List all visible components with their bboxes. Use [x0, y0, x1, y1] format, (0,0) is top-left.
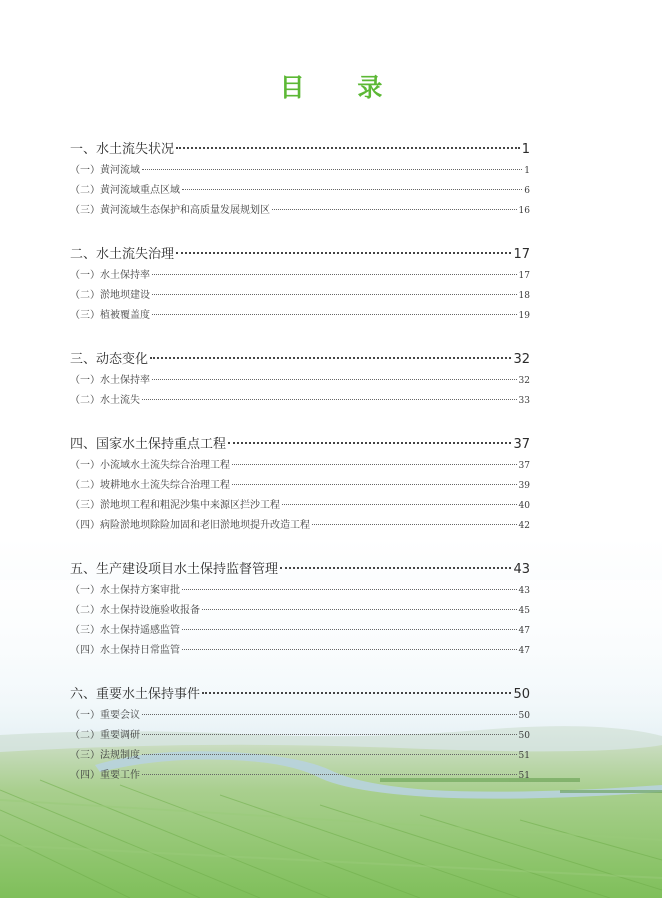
toc-chapter-page: 50: [513, 687, 530, 702]
toc-section-entry[interactable]: [70, 371, 530, 391]
toc-section-entry[interactable]: [70, 601, 530, 621]
page-title: 目 录: [279, 73, 405, 102]
toc-section-label: （一）黄河流域: [70, 165, 140, 176]
toc-section-page: 42: [518, 521, 530, 531]
toc-leader-dots: [202, 692, 511, 694]
toc-section-entry[interactable]: [70, 726, 530, 746]
toc-section-label: （一）水土保持方案审批: [70, 585, 180, 596]
toc-chapter-page: 17: [513, 247, 530, 262]
toc-section-page: 47: [518, 626, 530, 636]
toc-section-entry[interactable]: [70, 766, 530, 786]
toc-section-entry[interactable]: [70, 306, 530, 326]
toc-chapter-entry[interactable]: [70, 243, 530, 263]
toc-chapter-page: 1: [521, 142, 530, 157]
toc-section-page: 19: [518, 311, 530, 321]
toc-chapter-page: 32: [513, 352, 530, 367]
toc-section-page: 51: [518, 771, 530, 781]
toc-chapter-label: 一、水土流失状况: [70, 142, 175, 157]
toc-section-page: 33: [518, 396, 530, 406]
toc-chapter-page: 37: [513, 437, 530, 452]
toc-section-page: 47: [518, 646, 530, 656]
toc-section-page: 32: [518, 376, 530, 386]
toc-section-label: （二）黄河流域重点区域: [70, 185, 180, 196]
toc-section-entry[interactable]: [70, 516, 530, 536]
toc-section-entry[interactable]: [70, 286, 530, 306]
toc-leader-dots: [142, 169, 522, 170]
toc-section-label: （三）黄河流域生态保护和高质量发展规划区: [70, 205, 270, 216]
toc-leader-dots: [202, 609, 517, 610]
toc-section-label: （三）水土保持遥感监管: [70, 625, 180, 636]
toc-section-page: 1: [524, 166, 530, 176]
toc-leader-dots: [142, 714, 517, 715]
toc-leader-dots: [182, 189, 522, 190]
toc-chapter: [70, 558, 530, 661]
toc-section-label: （三）法规制度: [70, 750, 140, 761]
toc-section-entry[interactable]: [70, 581, 530, 601]
toc-chapter-page: 43: [513, 562, 530, 577]
toc-section-label: （一）重要会议: [70, 710, 140, 721]
toc-section-label: （四）水土保持日常监管: [70, 645, 180, 656]
toc-chapter: [70, 243, 530, 326]
toc-leader-dots: [176, 252, 511, 254]
toc-leader-dots: [228, 442, 511, 444]
toc-chapter-label: 四、国家水土保持重点工程: [70, 437, 227, 452]
toc-chapter: [70, 433, 530, 536]
toc-section-page: 50: [518, 731, 530, 741]
toc-section-entry[interactable]: [70, 621, 530, 641]
toc-leader-dots: [280, 567, 511, 569]
toc-leader-dots: [142, 774, 517, 775]
toc-section-label: （四）重要工作: [70, 770, 140, 781]
toc-chapter: [70, 138, 530, 221]
toc-chapter: [70, 683, 530, 786]
toc-section-page: 51: [518, 751, 530, 761]
toc-chapter-entry[interactable]: [70, 433, 530, 453]
toc-section-entry[interactable]: [70, 201, 530, 221]
toc-leader-dots: [152, 274, 517, 275]
toc-section-label: （一）水土保持率: [70, 375, 150, 386]
toc-section-label: （二）水土流失: [70, 395, 140, 406]
toc-leader-dots: [142, 399, 517, 400]
toc-section-page: 40: [518, 501, 530, 511]
toc-section-label: （三）淤地坝工程和粗泥沙集中来源区拦沙工程: [70, 500, 280, 511]
toc-leader-dots: [152, 379, 517, 380]
toc-section-entry[interactable]: [70, 181, 530, 201]
toc-section-label: （一）小流域水土流失综合治理工程: [70, 460, 230, 471]
toc-leader-dots: [152, 294, 517, 295]
toc-section-page: 39: [518, 481, 530, 491]
toc-section-page: 45: [518, 606, 530, 616]
toc-leader-dots: [176, 147, 520, 149]
toc-leader-dots: [272, 209, 517, 210]
toc-section-page: 50: [518, 711, 530, 721]
toc-chapter-entry[interactable]: [70, 348, 530, 368]
toc-chapter-label: 六、重要水土保持事件: [70, 687, 201, 702]
toc-section-page: 6: [524, 186, 530, 196]
toc-leader-dots: [150, 357, 511, 359]
toc-chapter-label: 五、生产建设项目水土保持监督管理: [70, 562, 279, 577]
toc-section-entry[interactable]: [70, 746, 530, 766]
toc-leader-dots: [152, 314, 517, 315]
toc-leader-dots: [232, 464, 517, 465]
toc-section-label: （一）水土保持率: [70, 270, 150, 281]
toc-leader-dots: [182, 589, 517, 590]
toc-section-entry[interactable]: [70, 706, 530, 726]
toc-leader-dots: [232, 484, 517, 485]
toc-section-entry[interactable]: [70, 391, 530, 411]
toc-chapter-entry[interactable]: [70, 138, 530, 158]
toc-section-label: （四）病险淤地坝除险加固和老旧淤地坝提升改造工程: [70, 520, 310, 531]
toc-section-label: （三）植被覆盖度: [70, 310, 150, 321]
toc-section-entry[interactable]: [70, 641, 530, 661]
toc-section-page: 17: [518, 271, 530, 281]
toc-chapter: [70, 348, 530, 411]
toc-section-entry[interactable]: [70, 456, 530, 476]
toc-section-label: （二）淤地坝建设: [70, 290, 150, 301]
toc-section-entry[interactable]: [70, 266, 530, 286]
toc-section-label: （二）重要调研: [70, 730, 140, 741]
toc-section-entry[interactable]: [70, 161, 530, 181]
toc-chapter-entry[interactable]: [70, 683, 530, 703]
toc-section-entry[interactable]: [70, 476, 530, 496]
toc-leader-dots: [312, 524, 517, 525]
toc-leader-dots: [142, 734, 517, 735]
toc-leader-dots: [282, 504, 517, 505]
toc-leader-dots: [182, 649, 517, 650]
toc-leader-dots: [142, 754, 517, 755]
toc-section-page: 16: [518, 206, 530, 216]
toc-section-entry[interactable]: [70, 496, 530, 516]
toc-chapter-entry[interactable]: [70, 558, 530, 578]
toc-section-page: 18: [518, 291, 530, 301]
toc-section-label: （二）坡耕地水土流失综合治理工程: [70, 480, 230, 491]
table-of-contents: [70, 138, 530, 786]
toc-section-page: 43: [518, 586, 530, 596]
toc-leader-dots: [182, 629, 517, 630]
toc-section-label: （二）水土保持设施验收报备: [70, 605, 200, 616]
toc-section-page: 37: [518, 461, 530, 471]
toc-chapter-label: 二、水土流失治理: [70, 247, 175, 262]
toc-chapter-label: 三、动态变化: [70, 352, 149, 367]
